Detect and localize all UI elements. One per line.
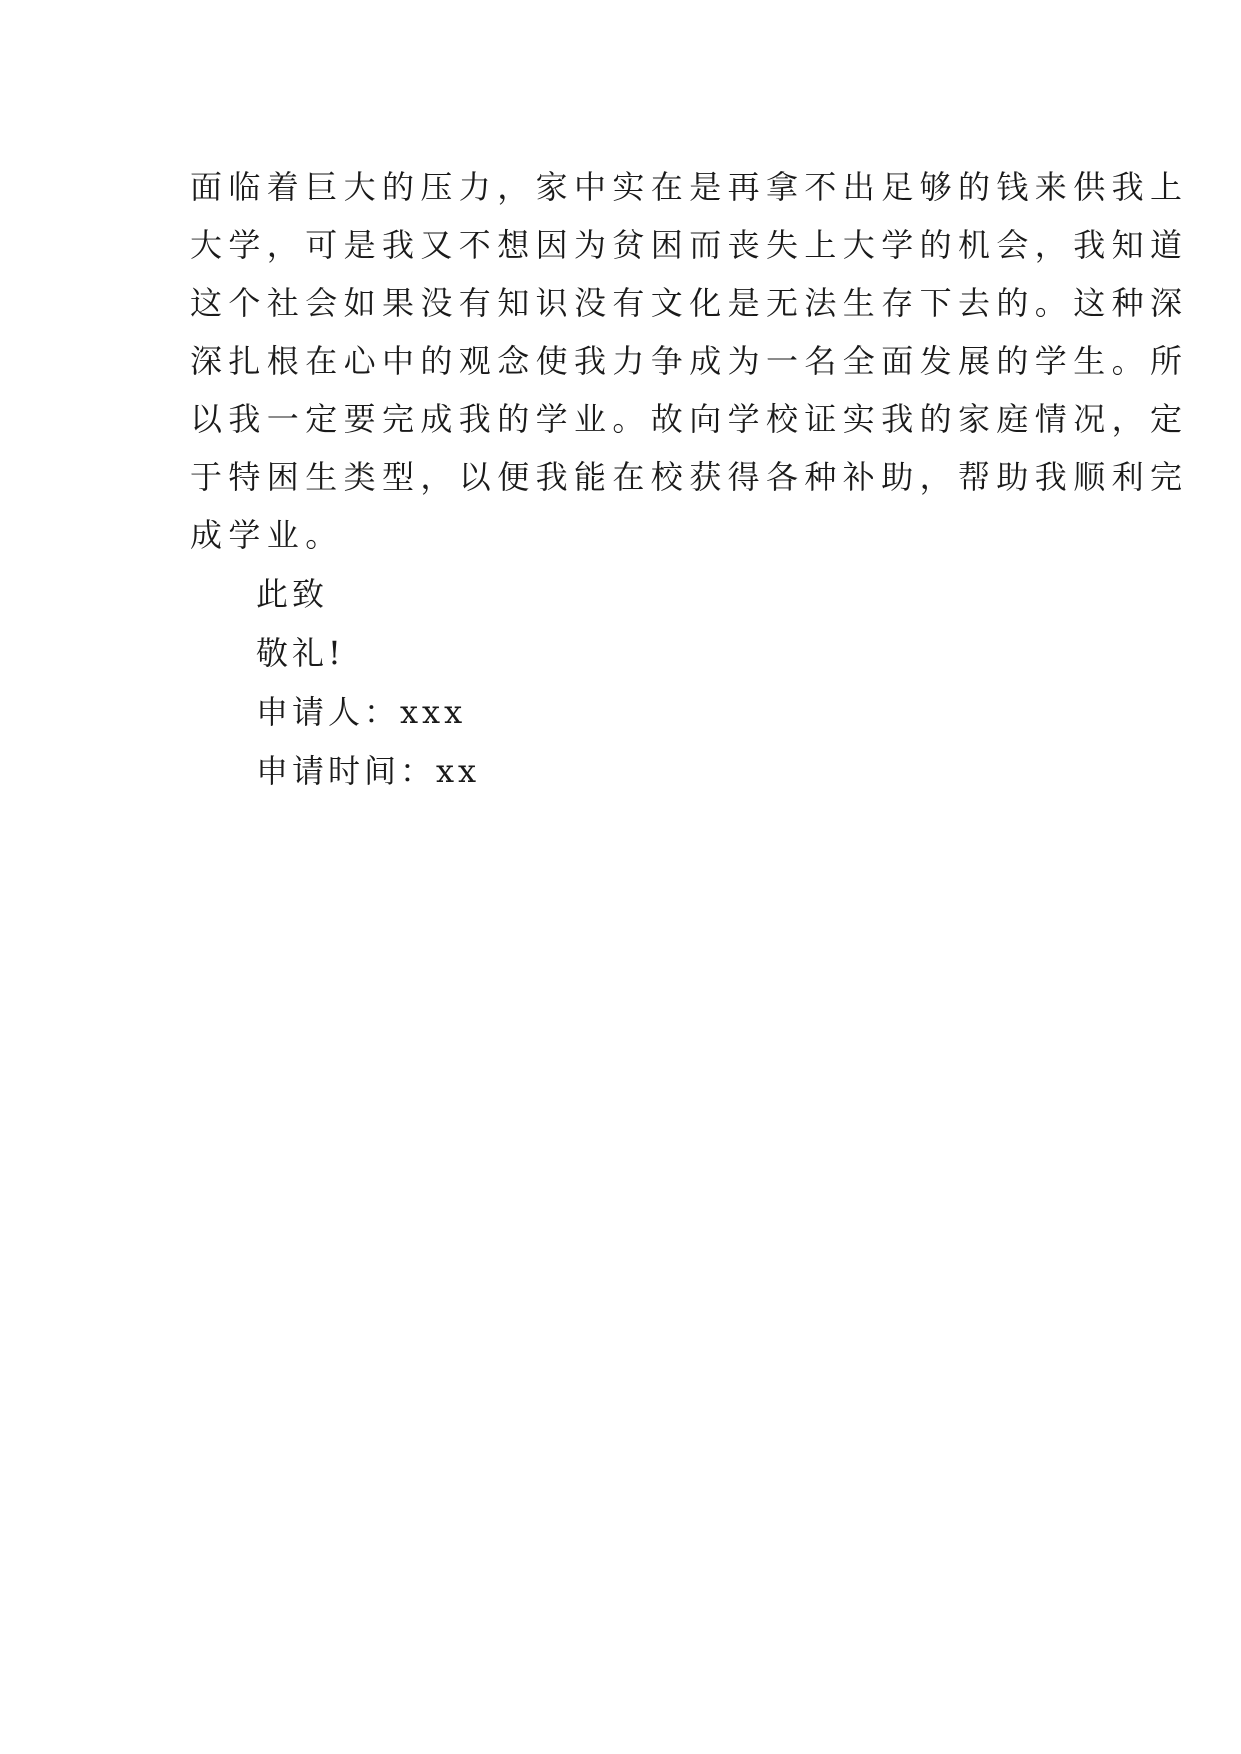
application-body-paragraph xyxy=(190,158,1189,564)
paragraph-line: 这个社会如果没有知识没有文化是无法生存下去的。这种深 xyxy=(190,284,1189,322)
application-date: 申请时间：xx xyxy=(256,752,481,790)
paragraph-line: 面临着巨大的压力，家中实在是再拿不出足够的钱来供我上 xyxy=(190,168,1189,206)
paragraph-line: 以我一定要完成我的学业。故向学校证实我的家庭情况，定 xyxy=(190,400,1189,438)
paragraph-line: 深扎根在心中的观念使我力争成为一名全面发展的学生。所 xyxy=(190,342,1189,380)
closing-regards: 敬礼! xyxy=(256,634,345,672)
paragraph-line: 大学，可是我又不想因为贫困而丧失上大学的机会，我知道 xyxy=(190,226,1189,264)
paragraph-line: 成学业。 xyxy=(190,516,344,554)
applicant-signature: 申请人：xxx xyxy=(256,693,467,731)
letter-closing xyxy=(256,565,480,801)
closing-salutation: 此致 xyxy=(256,575,329,613)
paragraph-line: 于特困生类型，以便我能在校获得各种补助，帮助我顺利完 xyxy=(190,458,1189,496)
